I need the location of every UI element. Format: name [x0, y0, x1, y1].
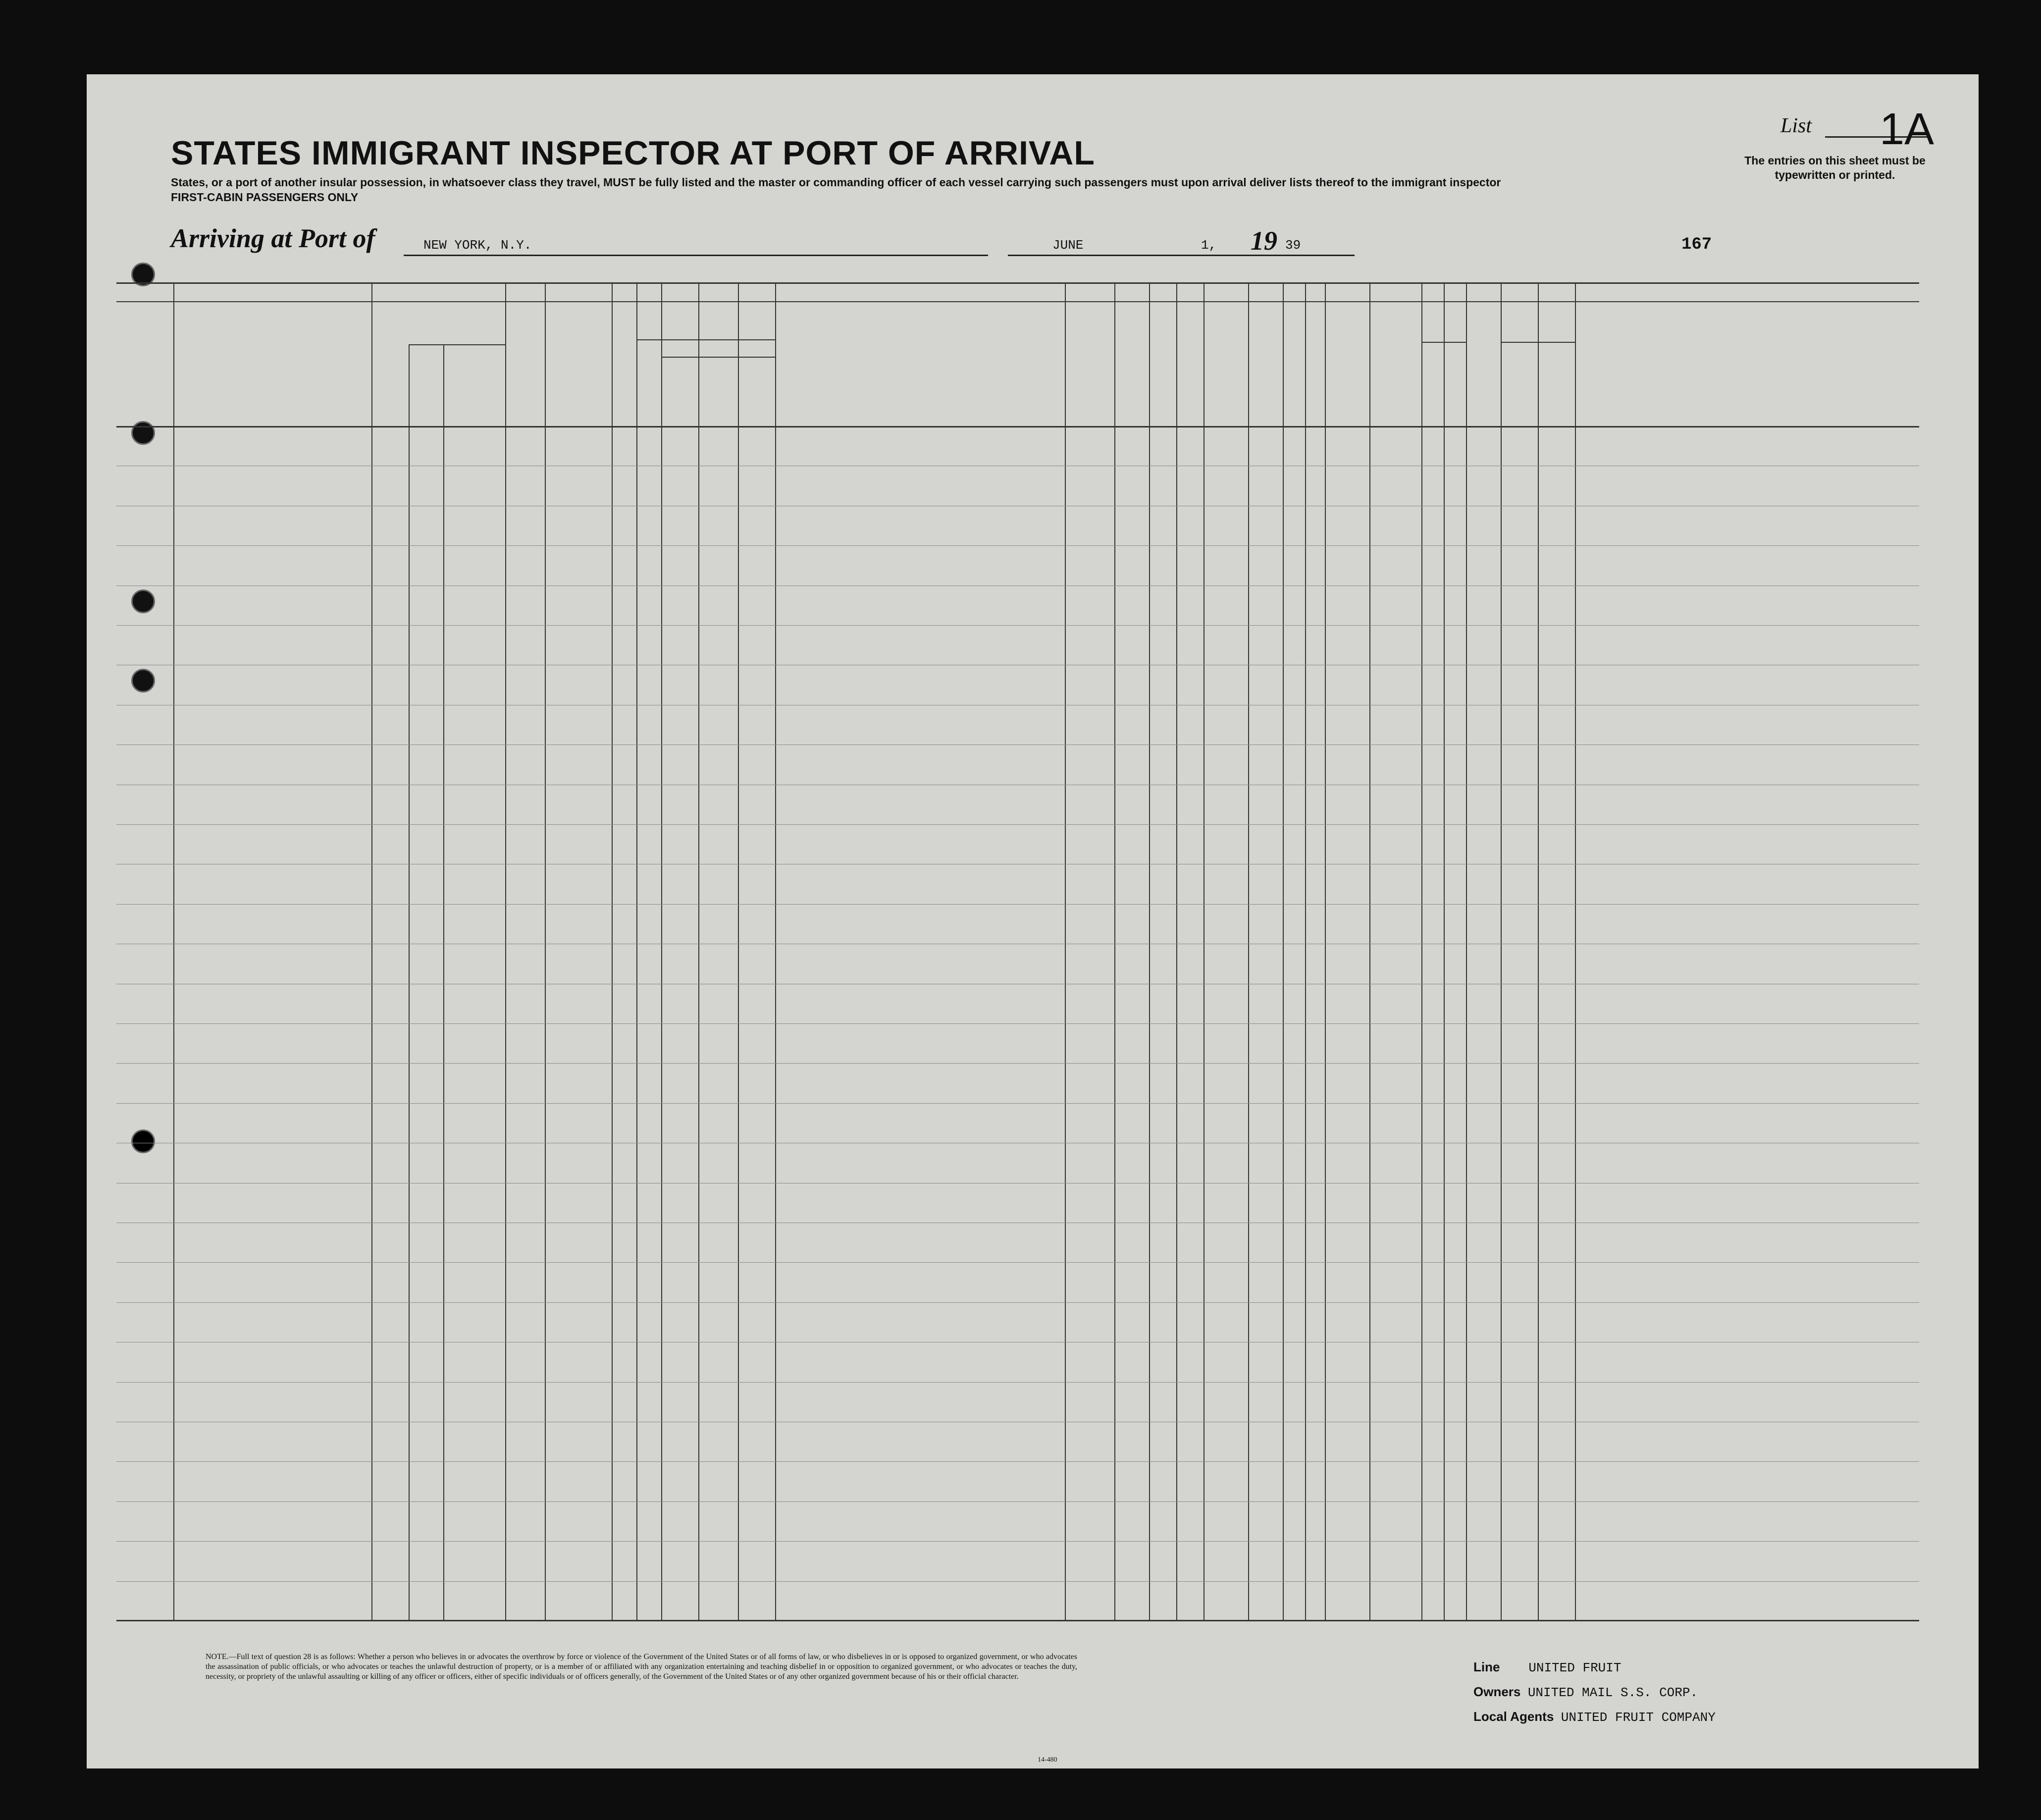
- column-number-rule: [116, 301, 1919, 302]
- column-header-c18_state: [409, 364, 443, 379]
- port-underline: [404, 255, 988, 256]
- row-divider: [116, 1023, 1919, 1024]
- column-divider: [661, 282, 662, 1620]
- line-value: UNITED FRUIT: [1528, 1660, 1622, 1675]
- row-divider: [116, 904, 1919, 905]
- date-underline: [1008, 255, 1355, 256]
- footer-owners: [1473, 1684, 1698, 1700]
- column-header-c25: [1116, 305, 1147, 424]
- header-subtitle: States, or a port of another insular possession, in whatsoever class they travel, MUST be fully listed and the master or commanding officer of each vessel carrying such passengers must upon arrival deliver lists thereof to the immigrant inspector: [171, 176, 1501, 189]
- column-divider: [1065, 282, 1066, 1620]
- table-top-rule: [116, 282, 1919, 284]
- row-divider: [116, 1581, 1919, 1582]
- column-divider: [1176, 282, 1177, 1620]
- column-header-c16: [116, 337, 173, 381]
- column-divider: [1305, 282, 1306, 1620]
- column-divider: [545, 282, 546, 1620]
- page-number: 167: [1681, 235, 1712, 254]
- header-bottom-rule: [116, 426, 1919, 428]
- column-divider: [1114, 282, 1115, 1620]
- column-divider: [1575, 282, 1576, 1620]
- sub-rule: [661, 357, 775, 358]
- page-title: STATES IMMIGRANT INSPECTOR AT PORT OF ARRIVAL: [171, 134, 1095, 172]
- column-header-c19: [509, 305, 541, 424]
- row-divider: [116, 625, 1919, 626]
- column-divider: [1283, 282, 1284, 1620]
- row-divider: [116, 1262, 1919, 1263]
- column-header-c20: [545, 327, 612, 364]
- column-header-c34_in: [1444, 369, 1466, 419]
- column-header-c30: [1284, 305, 1304, 424]
- column-divider: [1444, 282, 1445, 1620]
- row-divider: [116, 1382, 1919, 1383]
- column-divider: [371, 282, 372, 1620]
- column-header-c36_eyes: [1538, 369, 1575, 384]
- column-header-c18: [371, 305, 505, 322]
- column-divider: [1501, 282, 1502, 1620]
- manifest-table: [116, 282, 1919, 1620]
- sub-rule: [409, 344, 505, 345]
- column-divider: [1248, 282, 1249, 1620]
- row-divider: [116, 1063, 1919, 1064]
- column-header-c35: [1466, 352, 1501, 386]
- footer-agents: [1473, 1709, 1716, 1725]
- list-number: 1A: [1880, 105, 1935, 154]
- arrival-year-suffix: 39: [1285, 238, 1301, 253]
- row-divider: [116, 1501, 1919, 1502]
- footer-line: [1473, 1659, 1621, 1675]
- row-divider: [116, 1103, 1919, 1104]
- column-header-c34: [1421, 322, 1466, 337]
- column-divider: [775, 282, 776, 1620]
- line-label: Line: [1473, 1659, 1500, 1674]
- column-header-c18_foreign: [371, 344, 409, 424]
- column-header-c17: [178, 327, 366, 416]
- arrival-port: NEW YORK, N.Y.: [423, 238, 532, 253]
- column-divider: [738, 282, 739, 1620]
- column-divider: [173, 282, 174, 1620]
- column-header-c22_yesno: [636, 347, 661, 396]
- column-header-c32: [1325, 329, 1369, 389]
- column-header-c37: [1575, 332, 1870, 352]
- column-header-c18_city: [443, 364, 505, 379]
- column-divider: [1325, 282, 1326, 1620]
- agents-value: UNITED FRUIT COMPANY: [1561, 1710, 1716, 1725]
- table-bottom-rule: [116, 1620, 1919, 1621]
- column-divider: [1149, 282, 1150, 1620]
- column-header-c28: [1205, 305, 1246, 424]
- column-divider: [636, 282, 637, 1620]
- arrival-month: JUNE: [1052, 238, 1084, 253]
- row-divider: [116, 824, 1919, 825]
- column-header-c23: [785, 337, 1055, 396]
- manifest-sheet: [87, 74, 1979, 1768]
- list-label: List: [1780, 114, 1812, 137]
- owners-label: Owners: [1473, 1684, 1521, 1699]
- arrival-year-prefix: 19: [1251, 226, 1277, 256]
- column-header-c27: [1178, 305, 1202, 424]
- column-divider: [1421, 282, 1422, 1620]
- row-divider: [116, 1302, 1919, 1303]
- column-header-c36_hair: [1501, 369, 1538, 384]
- column-header-c22_year: [661, 367, 698, 421]
- column-header-c31: [1306, 305, 1324, 424]
- column-header-c22_sub: [636, 331, 775, 340]
- row-divider: [116, 1541, 1919, 1542]
- column-header-c24: [1065, 305, 1114, 424]
- column-header-c29: [1250, 305, 1281, 424]
- row-divider: [116, 545, 1919, 546]
- sub-rule: [1501, 342, 1575, 343]
- column-divider: [1369, 282, 1370, 1620]
- column-header-c22_ifyes: [661, 342, 775, 355]
- column-header-c34_ft: [1421, 369, 1444, 419]
- row-divider: [116, 1461, 1919, 1462]
- column-header-c22_date: [738, 367, 775, 421]
- column-header-c22: [636, 305, 775, 332]
- arrival-day: 1,: [1201, 238, 1217, 253]
- column-divider: [698, 282, 699, 1620]
- column-header-c26: [1151, 305, 1174, 424]
- column-header-c21: [615, 305, 633, 424]
- entries-note: The entries on this sheet must be typewritten or printed.: [1744, 154, 1926, 181]
- owners-value: UNITED MAIL S.S. CORP.: [1527, 1685, 1698, 1700]
- column-divider: [1466, 282, 1467, 1620]
- question-28-note: NOTE.—Full text of question 28 is as follows: Whether a person who believes in or advocates the overthrow by force or violence of the Government of the United States or of all forms of law, or who disbelieves in or is opposed to organized government, or who advocates the assassination of public officials, or who advocates or teaches the unlawful destruction of property, or is a member of or affiliated with any organization entertaining and teaching disbelief in or opposition to organized government, or who advocates or teaches the duty, necessity, or propriety of the unlawful assaulting or killing of any officer or officers, either of specific individuals or of officers generally, of the Government of the United States or of any other organized government because of his or their official character.: [206, 1653, 1077, 1681]
- column-divider: [505, 282, 506, 1620]
- column-divider: [409, 344, 410, 1620]
- column-divider: [1538, 282, 1539, 1620]
- column-header-c33: [1369, 329, 1421, 409]
- column-header-c20_sub: [547, 364, 610, 424]
- sub-rule: [1421, 342, 1466, 343]
- column-divider: [443, 344, 444, 1620]
- arriving-label: Arriving at Port of: [171, 223, 375, 253]
- column-divider: [612, 282, 613, 1620]
- form-code: 14-480: [1038, 1756, 1057, 1764]
- column-header-c18_usa: [409, 324, 505, 344]
- agents-label: Local Agents: [1473, 1709, 1554, 1724]
- column-header-c36: [1501, 322, 1575, 337]
- header-cabin-class: FIRST-CABIN PASSENGERS ONLY: [171, 191, 359, 204]
- column-header-c22_where: [698, 374, 738, 394]
